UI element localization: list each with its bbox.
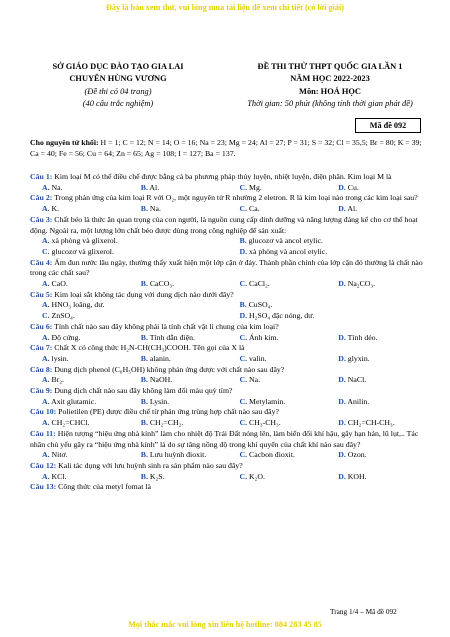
answer-option bbox=[228, 311, 426, 322]
option-letter: C. bbox=[239, 471, 248, 481]
answer-option bbox=[30, 375, 129, 386]
option-letter: D. bbox=[338, 418, 346, 428]
option-text: CuSO₄. bbox=[246, 300, 273, 310]
answer-option bbox=[228, 279, 327, 290]
answer-option bbox=[30, 204, 129, 215]
question-count-note: (40 câu trắc nghiệm) bbox=[82, 98, 154, 108]
option-text: CH₃-CH₃. bbox=[247, 418, 281, 428]
option-text: CH₂=CH₂. bbox=[147, 418, 184, 428]
answer-option bbox=[228, 418, 327, 429]
question bbox=[30, 386, 425, 407]
page-footer: Trang 1/4 – Mã đề 092 bbox=[330, 607, 397, 616]
option-letter: B. bbox=[140, 182, 148, 192]
option-letter: D. bbox=[338, 450, 346, 460]
question-stem bbox=[30, 343, 425, 354]
intro-text: H = 1; C = 12; N = 14; O = 16; Na = 23; Mg = 24; Al = 27; P = 31; S = 32; Cl = 35,5; Br = 80; K = 39; Ca = 40; Fe = 56; Cu = 64; Zn = 65; Ag = 108; I = 127; Ba = 137. bbox=[30, 138, 422, 158]
department-name: SỞ GIÁO DỤC ĐÀO TẠO GIA LAI bbox=[52, 62, 184, 71]
question-number: Câu 4: bbox=[30, 257, 53, 267]
option-text: Cu. bbox=[345, 182, 359, 192]
option-text: Na. bbox=[49, 182, 63, 192]
option-text: glucozơ và ancol etylic. bbox=[246, 236, 323, 246]
answer-option bbox=[228, 247, 426, 258]
option-letter: B. bbox=[140, 375, 148, 385]
question-text: Dung dịch phenol (C₆H₅OH) không phản ứng được với chất nào sau đây? bbox=[52, 364, 285, 374]
option-letter: D. bbox=[338, 396, 346, 406]
exam-title: ĐỀ THI THỬ THPT QUỐC GIA LẦN 1 bbox=[257, 62, 403, 71]
answer-option bbox=[228, 183, 327, 194]
answer-option bbox=[129, 204, 228, 215]
answer-option bbox=[30, 300, 228, 311]
option-letter: C. bbox=[239, 332, 248, 342]
option-text: K. bbox=[49, 204, 60, 214]
question bbox=[30, 258, 425, 290]
question-stem bbox=[30, 461, 425, 472]
question-number: Câu 10: bbox=[30, 407, 57, 417]
option-letter: A. bbox=[42, 332, 50, 342]
question-text: Hiện tượng “hiệu ứng nhà kính” làm cho nhiệt độ Trái Đất nóng lên, làm biến đổi khí hậu, gây hạn hán, lũ lụt,.. Tác nhân chủ yếu gây ra “hiệu ứng nhà kính” là do sự tăng nồng độ trong khí quyển của chất khí nào sau đây? bbox=[30, 428, 419, 449]
question-number: Câu 12: bbox=[30, 460, 57, 470]
hotline-banner: Mọi thắc mắc vui lòng xin liên hệ hotline: 084 283 45 85 bbox=[128, 620, 322, 629]
question-number: Câu 11: bbox=[30, 428, 56, 438]
answer-options bbox=[30, 354, 425, 365]
option-text: K₂S. bbox=[147, 471, 165, 481]
option-letter: B. bbox=[140, 332, 148, 342]
option-text: Al. bbox=[345, 204, 358, 214]
question-stem bbox=[30, 429, 425, 450]
option-text: Br₂. bbox=[49, 375, 65, 385]
subject: Môn: HOÁ HỌC bbox=[299, 86, 361, 96]
option-text: Anilin. bbox=[345, 396, 370, 406]
question bbox=[30, 429, 425, 461]
answer-options bbox=[30, 300, 425, 321]
question-text: Kim loại sắt không tác dụng với dung dịch nào dưới đây? bbox=[52, 289, 234, 299]
answer-option bbox=[228, 204, 327, 215]
answer-option bbox=[30, 183, 129, 194]
option-text: CH₂=CHCl. bbox=[49, 418, 90, 428]
option-text: CH₂=CH-CH₃. bbox=[345, 418, 395, 428]
option-letter: A. bbox=[42, 375, 50, 385]
answer-option bbox=[129, 418, 228, 429]
question-text: Công thức của metyl fomat là bbox=[56, 482, 151, 492]
page-count-note: (Đề thi có 04 trang) bbox=[84, 86, 152, 96]
option-letter: D. bbox=[338, 471, 346, 481]
answer-option bbox=[30, 472, 129, 483]
answer-option bbox=[228, 450, 327, 461]
question bbox=[30, 290, 425, 322]
option-text: glucozơ và glixerol. bbox=[49, 246, 114, 256]
option-letter: D. bbox=[239, 311, 248, 321]
question bbox=[30, 407, 425, 428]
answer-option bbox=[129, 354, 228, 365]
option-text: Na₂CO₃. bbox=[345, 279, 376, 289]
answer-options bbox=[30, 472, 425, 483]
option-text: Tính dẫn điện. bbox=[147, 332, 195, 342]
intro-label: Cho nguyên tử khối: bbox=[30, 138, 99, 147]
time-limit: Thời gian: 50 phút (không tính thời gian phát đề) bbox=[247, 98, 413, 108]
question-stem bbox=[30, 407, 425, 418]
option-text: Ánh kim. bbox=[247, 332, 279, 342]
option-letter: B. bbox=[140, 353, 148, 363]
option-text: KCl. bbox=[49, 471, 67, 481]
question-list bbox=[30, 172, 425, 493]
answer-option bbox=[30, 311, 228, 322]
option-letter: A. bbox=[42, 300, 50, 310]
answer-option bbox=[30, 418, 129, 429]
answer-option bbox=[129, 279, 228, 290]
option-text: Độ cứng. bbox=[49, 332, 81, 342]
option-letter: D. bbox=[338, 182, 346, 192]
school-name: CHUYÊN HÙNG VƯƠNG bbox=[69, 74, 167, 84]
option-text: Mg. bbox=[247, 182, 262, 192]
question-text: Chất béo là thức ăn quan trọng của con người, là nguồn cung cấp dinh dưỡng và năng lượng đáng kể cho cơ thể hoạt động. Ngoài ra, một lượng lớn chất béo được dùng trong công nghiệp để sản xuất: bbox=[30, 214, 418, 235]
option-letter: C. bbox=[239, 279, 248, 289]
option-letter: B. bbox=[140, 279, 148, 289]
question bbox=[30, 172, 425, 193]
answer-option bbox=[326, 397, 425, 408]
answer-options bbox=[30, 279, 425, 290]
option-letter: A. bbox=[42, 353, 50, 363]
option-text: xà phòng và glixerol. bbox=[49, 236, 118, 246]
question-text: Kali tác dụng với lưu huỳnh sinh ra sản phẩm nào sau đây? bbox=[56, 460, 243, 470]
option-letter: B. bbox=[239, 236, 247, 246]
answer-option bbox=[326, 279, 425, 290]
option-text: Lưu huỳnh đioxit. bbox=[147, 450, 207, 460]
option-letter: A. bbox=[42, 204, 50, 214]
answer-option bbox=[30, 397, 129, 408]
option-text: alanin. bbox=[147, 353, 171, 363]
option-letter: D. bbox=[239, 246, 248, 256]
question-number: Câu 2: bbox=[30, 193, 53, 203]
option-letter: A. bbox=[42, 236, 50, 246]
question bbox=[30, 343, 425, 364]
answer-options bbox=[30, 204, 425, 215]
answer-options bbox=[30, 183, 425, 194]
question-stem bbox=[30, 365, 425, 376]
question bbox=[30, 482, 425, 493]
answer-option bbox=[326, 204, 425, 215]
option-text: Nitơ. bbox=[49, 450, 68, 460]
answer-option bbox=[129, 333, 228, 344]
answer-option bbox=[129, 472, 228, 483]
option-letter: A. bbox=[42, 471, 50, 481]
option-text: ZnSO₄. bbox=[49, 311, 75, 321]
option-letter: A. bbox=[42, 396, 50, 406]
option-text: CaO. bbox=[49, 279, 68, 289]
answer-option bbox=[228, 236, 426, 247]
question-number: Câu 8: bbox=[30, 364, 53, 374]
option-letter: B. bbox=[140, 204, 148, 214]
question-stem bbox=[30, 215, 425, 236]
option-text: CaCO₃. bbox=[147, 279, 175, 289]
option-text: Na. bbox=[247, 375, 261, 385]
question-number: Câu 9: bbox=[30, 386, 53, 396]
option-text: Ca. bbox=[247, 204, 260, 214]
question-number: Câu 1: bbox=[30, 172, 53, 181]
answer-option bbox=[30, 333, 129, 344]
answer-option bbox=[228, 300, 426, 311]
question-text: Trong phản ứng của kim loại R với O₂, một nguyên tử R nhường 2 eletron. R là kim loại nào trong các kim loại sau? bbox=[52, 193, 418, 203]
option-text: HNO₃ loãng, dư. bbox=[49, 300, 105, 310]
header-right bbox=[230, 61, 430, 110]
answer-option bbox=[30, 279, 129, 290]
question-text: Ấm đun nước lâu ngày, thường thấy xuất hiện một lớp cặn ở đáy. Thành phần chính của lớp cặn đó thường là chất nào trong các chất sau? bbox=[30, 257, 423, 278]
option-text: Lysin. bbox=[147, 396, 170, 406]
answer-option bbox=[228, 375, 327, 386]
option-text: glyxin. bbox=[345, 353, 370, 363]
option-text: valin. bbox=[247, 353, 267, 363]
option-letter: C. bbox=[239, 418, 248, 428]
option-letter: D. bbox=[338, 353, 346, 363]
option-letter: A. bbox=[42, 450, 50, 460]
question-text: Dung dịch chất nào sau đây không làm đổi màu quỳ tím? bbox=[52, 386, 233, 396]
answer-option bbox=[326, 354, 425, 365]
question-text: Chất X có công thức H₂N-CH(CH₃)COOH. Tên gọi của X là bbox=[52, 343, 245, 353]
answer-option bbox=[326, 418, 425, 429]
question-stem bbox=[30, 193, 425, 204]
option-text: lysin. bbox=[49, 353, 69, 363]
exam-code-box: Mã đề 092 bbox=[355, 118, 421, 133]
answer-option bbox=[129, 397, 228, 408]
answer-option bbox=[30, 450, 129, 461]
question bbox=[30, 215, 425, 258]
answer-options bbox=[30, 450, 425, 461]
question bbox=[30, 193, 425, 214]
answer-option bbox=[326, 333, 425, 344]
answer-options bbox=[30, 333, 425, 344]
answer-option bbox=[129, 375, 228, 386]
answer-option bbox=[30, 354, 129, 365]
answer-options bbox=[30, 418, 425, 429]
option-text: Na. bbox=[147, 204, 161, 214]
option-letter: D. bbox=[338, 204, 346, 214]
option-text: K₂O. bbox=[247, 471, 265, 481]
answer-option bbox=[228, 397, 327, 408]
option-text: NaOH. bbox=[147, 375, 173, 385]
atomic-mass-intro bbox=[30, 137, 422, 159]
answer-option bbox=[326, 183, 425, 194]
question-text: Kim loại M có thể điều chế được bằng cả ba phương pháp thủy luyện, nhiệt luyện, điện phân. Kim loại M là bbox=[52, 172, 392, 181]
option-letter: B. bbox=[140, 450, 148, 460]
question-stem bbox=[30, 290, 425, 301]
question-number: Câu 3: bbox=[30, 214, 53, 224]
question-number: Câu 13: bbox=[30, 482, 57, 492]
option-letter: B. bbox=[140, 471, 148, 481]
option-text: Cacbon đioxit. bbox=[247, 450, 295, 460]
question-stem bbox=[30, 172, 425, 183]
question bbox=[30, 461, 425, 482]
answer-options bbox=[30, 375, 425, 386]
question-text: Tính chất nào sau đây không phải là tính chất vật lí chung của kim loại? bbox=[52, 321, 279, 331]
school-year: NĂM HỌC 2022-2023 bbox=[290, 74, 370, 84]
option-text: H₂SO₄ đặc nóng, dư. bbox=[247, 311, 315, 321]
option-text: Metylamin. bbox=[247, 396, 286, 406]
option-letter: B. bbox=[140, 396, 148, 406]
answer-options bbox=[30, 397, 425, 408]
answer-option bbox=[30, 247, 228, 258]
option-letter: D. bbox=[338, 332, 346, 342]
option-letter: C. bbox=[239, 204, 248, 214]
question-number: Câu 5: bbox=[30, 289, 53, 299]
answer-option bbox=[129, 450, 228, 461]
answer-options bbox=[30, 236, 425, 257]
option-letter: C. bbox=[42, 246, 50, 256]
answer-option bbox=[326, 375, 425, 386]
answer-option bbox=[228, 333, 327, 344]
option-letter: D. bbox=[338, 375, 346, 385]
question bbox=[30, 365, 425, 386]
option-letter: B. bbox=[239, 300, 247, 310]
answer-option bbox=[30, 236, 228, 247]
header-left bbox=[28, 61, 208, 110]
option-letter: A. bbox=[42, 418, 50, 428]
option-letter: A. bbox=[42, 279, 50, 289]
option-text: Tính dẻo. bbox=[345, 332, 378, 342]
question-text: Polietilen (PE) được điều chế từ phản ứng trùng hợp chất nào sau đây? bbox=[56, 407, 279, 417]
option-letter: C. bbox=[42, 311, 50, 321]
option-letter: C. bbox=[239, 353, 248, 363]
option-letter: C. bbox=[239, 396, 248, 406]
option-letter: B. bbox=[140, 418, 148, 428]
option-text: NaCl. bbox=[345, 375, 367, 385]
answer-option bbox=[326, 472, 425, 483]
answer-option bbox=[228, 472, 327, 483]
option-letter: D. bbox=[338, 279, 346, 289]
question-stem bbox=[30, 322, 425, 333]
question-stem bbox=[30, 258, 425, 279]
question-number: Câu 6: bbox=[30, 321, 53, 331]
option-text: Al. bbox=[147, 182, 160, 192]
option-text: Axit glutamic. bbox=[49, 396, 97, 406]
option-text: KOH. bbox=[345, 471, 367, 481]
question-stem bbox=[30, 386, 425, 397]
option-letter: C. bbox=[239, 450, 248, 460]
option-letter: C. bbox=[239, 375, 248, 385]
answer-option bbox=[228, 354, 327, 365]
option-text: CaCl₂. bbox=[247, 279, 270, 289]
question-stem bbox=[30, 482, 425, 493]
option-letter: C. bbox=[239, 182, 248, 192]
preview-banner: Đây là bản xem thử, vui lòng mua tài liệu để xem chi tiết (có lời giải) bbox=[105, 3, 344, 12]
question bbox=[30, 322, 425, 343]
answer-option bbox=[326, 450, 425, 461]
option-letter: A. bbox=[42, 182, 50, 192]
option-text: Ozon. bbox=[345, 450, 367, 460]
option-text: xà phòng và ancol etylic. bbox=[247, 246, 328, 256]
question-number: Câu 7: bbox=[30, 343, 53, 353]
answer-option bbox=[129, 183, 228, 194]
